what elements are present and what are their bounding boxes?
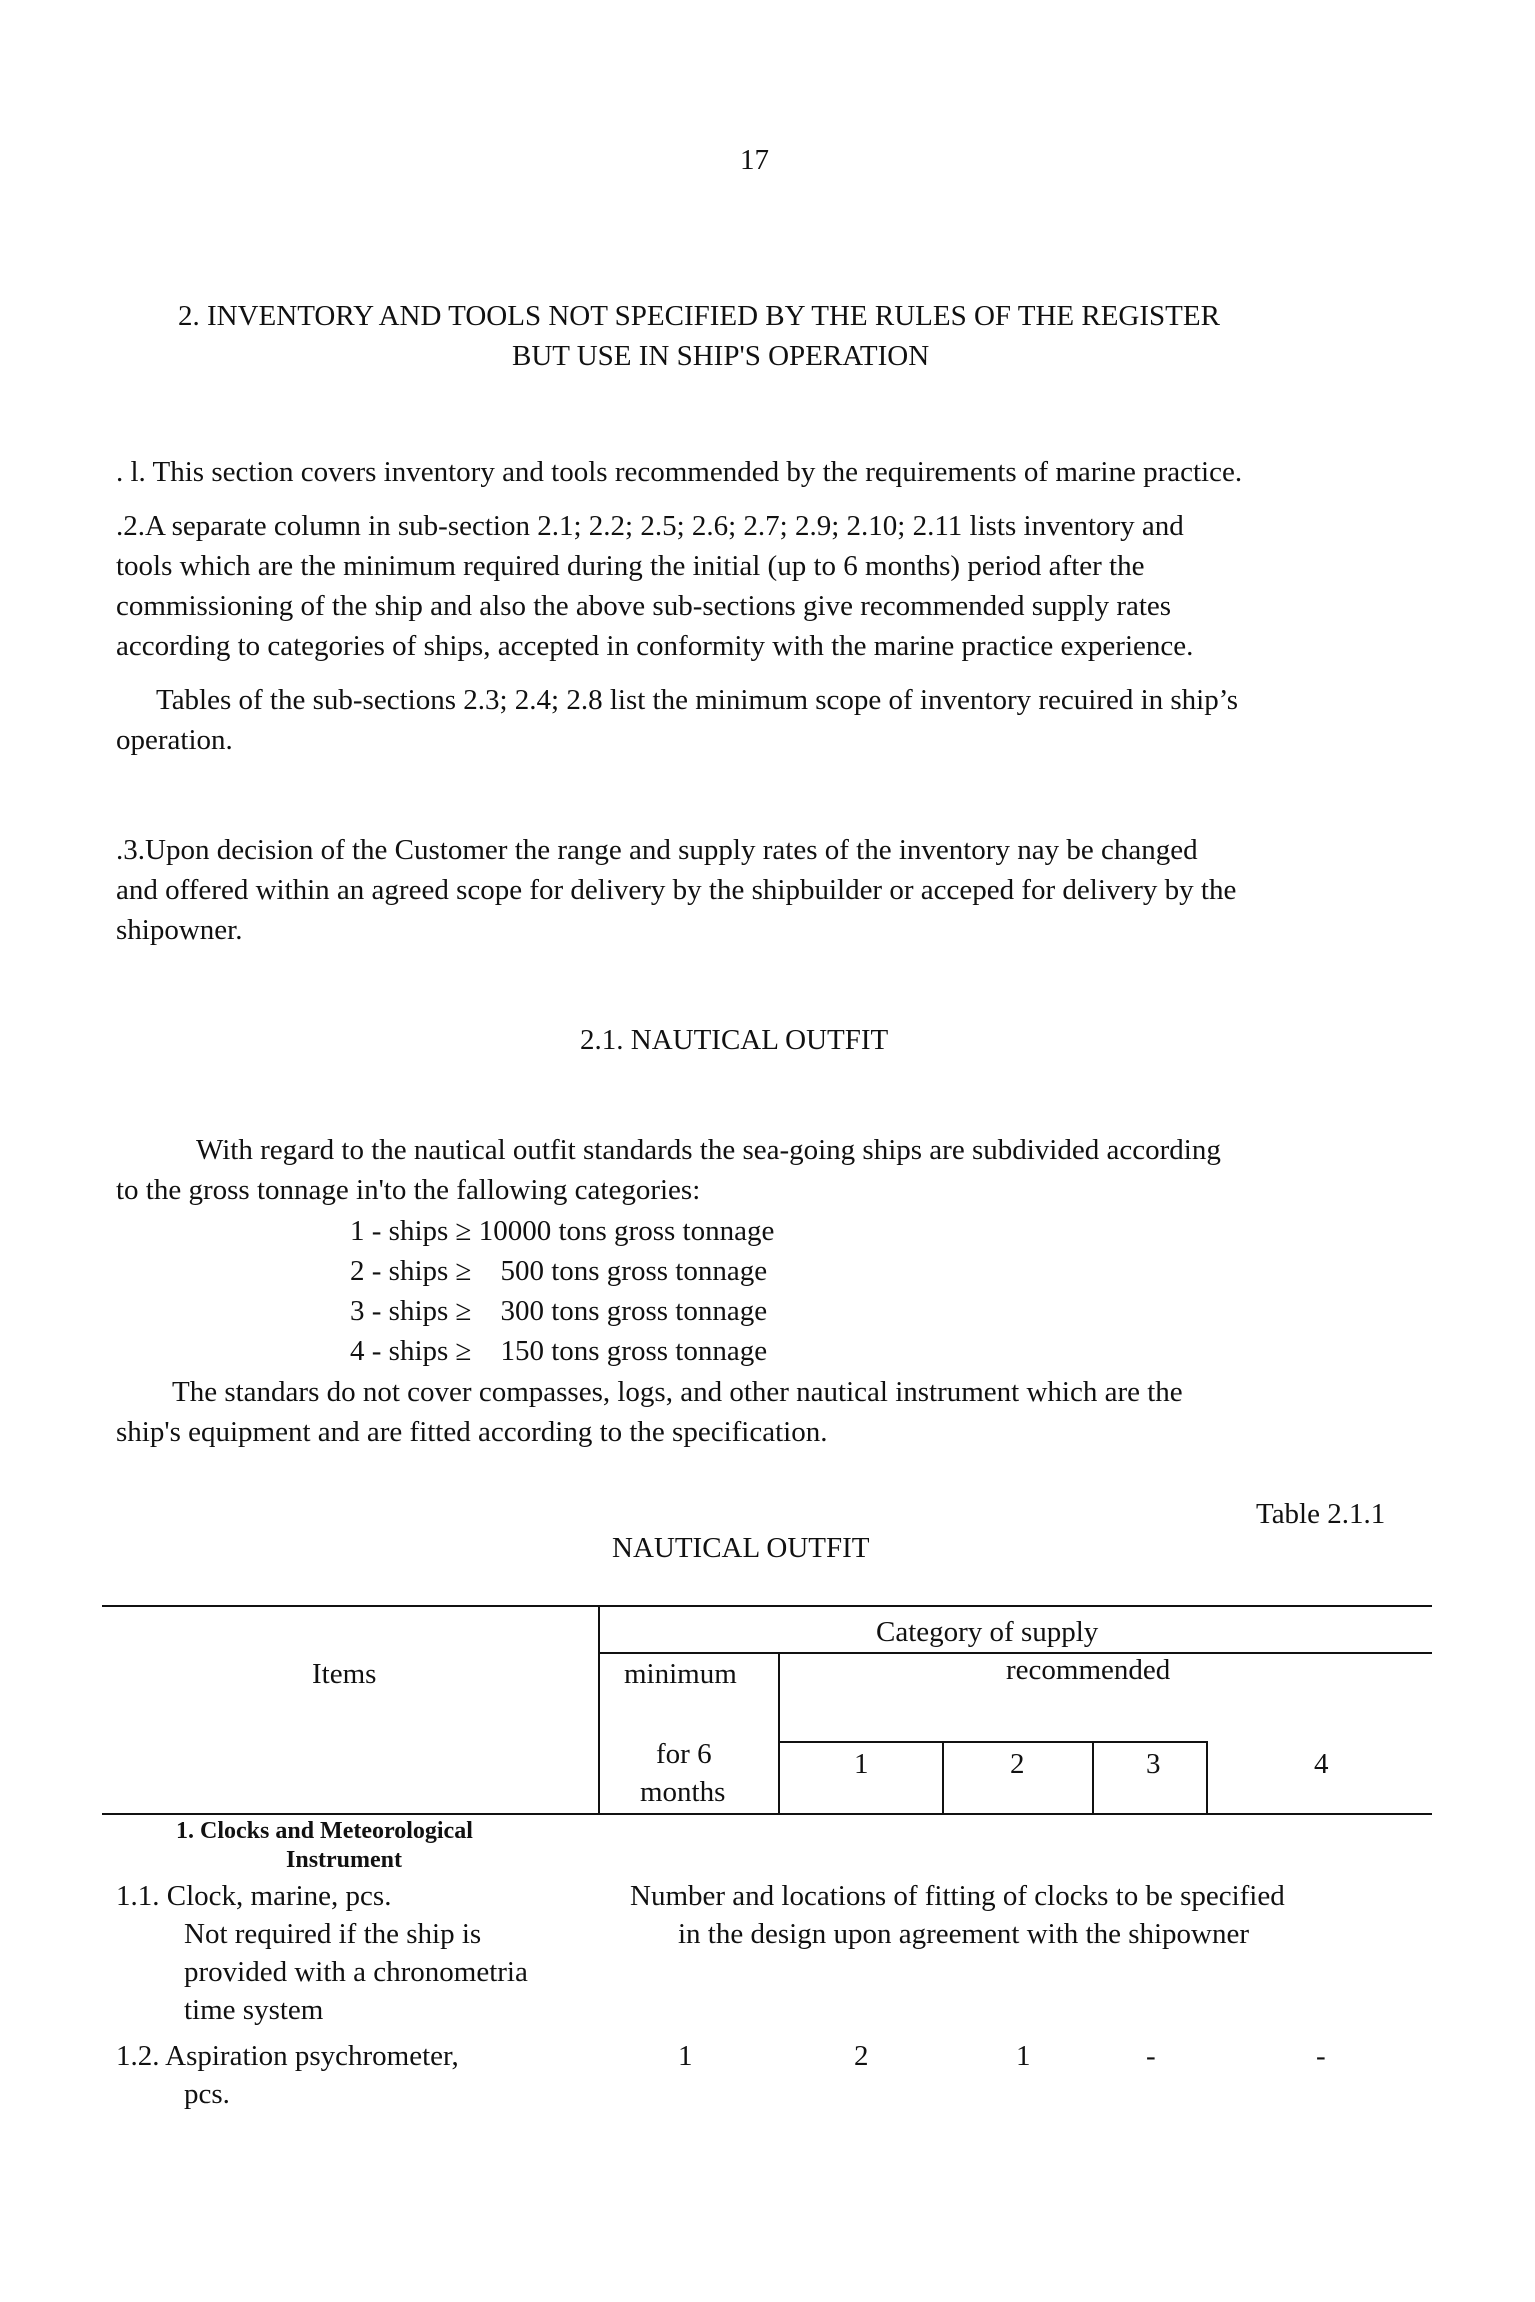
recommended-subheader-rule xyxy=(778,1741,1208,1743)
paragraph-4-line1: .3.Upon decision of the Customer the range and supply rates of the inventory nay be changed xyxy=(116,834,1198,866)
group-title-line1: 1. Clocks and Meteorological xyxy=(176,1818,473,1844)
header-bottom-rule xyxy=(102,1813,1432,1815)
cat3-column-divider xyxy=(1206,1741,1208,1815)
category-item-4: 4 - ships ≥ 150 tons gross tonnage xyxy=(350,1335,768,1367)
header-recommended: recommended xyxy=(1006,1654,1171,1686)
cat1-column-divider xyxy=(942,1741,944,1815)
header-category-of-supply: Category of supply xyxy=(876,1616,1099,1648)
cat2-column-divider xyxy=(1092,1741,1094,1815)
row-1-2-cat-3: - xyxy=(1146,2040,1156,2072)
row-1-1-item-line4: time system xyxy=(184,1994,324,2026)
row-1-2-cat-4: - xyxy=(1316,2040,1326,2072)
row-1-2-cat-2: 1 xyxy=(1016,2040,1031,2072)
paragraph-1: . l. This section covers inventory and tools recommended by the requirements of marine practice. xyxy=(116,456,1243,488)
header-cat-1: 1 xyxy=(854,1748,869,1780)
section-title-line1: 2. INVENTORY AND TOOLS NOT SPECIFIED BY THE RULES OF THE REGISTER xyxy=(178,300,1220,332)
category-item-2: 2 - ships ≥ 500 tons gross tonnage xyxy=(350,1255,768,1287)
header-minimum: minimum xyxy=(624,1658,737,1690)
paragraph-2-line4: according to categories of ships, accepted in conformity with the marine practice experience. xyxy=(116,630,1194,662)
subsection-title: 2.1. NAUTICAL OUTFIT xyxy=(580,1024,889,1056)
standards-note-line2: ship's equipment and are fitted according to the specification. xyxy=(116,1416,828,1448)
header-cat-3: 3 xyxy=(1146,1748,1161,1780)
row-1-1-item-line3: provided with a chronometria xyxy=(184,1956,528,1988)
row-1-2-item-line1: 1.2. Aspiration psychrometer, xyxy=(116,2040,459,2072)
table-top-rule xyxy=(102,1605,1432,1607)
row-1-1-item-line2: Not required if the ship is xyxy=(184,1918,482,1950)
category-item-1: 1 - ships ≥ 10000 tons gross tonnage xyxy=(350,1215,775,1247)
row-1-2-item-line2: pcs. xyxy=(184,2078,230,2110)
row-1-2-minimum: 1 xyxy=(678,2040,693,2072)
paragraph-2-line2: tools which are the minimum required during the initial (up to 6 months) period after the xyxy=(116,550,1145,582)
row-1-1-note-line1: Number and locations of fitting of clocks to be specified xyxy=(630,1880,1285,1912)
row-1-1-note-line2: in the design upon agreement with the shipowner xyxy=(678,1918,1250,1950)
header-for-6: for 6 xyxy=(656,1738,712,1770)
subsection-intro-line2: to the gross tonnage in'to the fallowing categories: xyxy=(116,1174,701,1206)
section-title-line2: BUT USE IN SHIP'S OPERATION xyxy=(512,340,930,372)
header-cat-2: 2 xyxy=(1010,1748,1025,1780)
minimum-column-divider xyxy=(778,1652,780,1815)
paragraph-2-line3: commissioning of the ship and also the above sub-sections give recommended supply rates xyxy=(116,590,1172,622)
header-months: months xyxy=(640,1776,726,1808)
paragraph-3-line1: Tables of the sub-sections 2.3; 2.4; 2.8 list the minimum scope of inventory recuired in ship’s xyxy=(156,684,1239,716)
row-1-1-item-line1: 1.1. Clock, marine, pcs. xyxy=(116,1880,392,1912)
header-items: Items xyxy=(312,1658,377,1690)
page-number: 17 xyxy=(740,144,769,176)
row-1-2-cat-1: 2 xyxy=(854,2040,869,2072)
paragraph-4-line3: shipowner. xyxy=(116,914,243,946)
group-title-line2: Instrument xyxy=(286,1847,403,1873)
header-cat-4: 4 xyxy=(1314,1748,1329,1780)
paragraph-4-line2: and offered within an agreed scope for delivery by the shipbuilder or acceped for delivery by the xyxy=(116,874,1237,906)
paragraph-3-line2: operation. xyxy=(116,724,233,756)
items-column-divider xyxy=(598,1605,600,1815)
category-item-3: 3 - ships ≥ 300 tons gross tonnage xyxy=(350,1295,768,1327)
paragraph-2-line1: .2.A separate column in sub-section 2.1; 2.2; 2.5; 2.6; 2.7; 2.9; 2.10; 2.11 lists inventory and xyxy=(116,510,1184,542)
table-label: Table 2.1.1 xyxy=(1256,1498,1386,1530)
standards-note-line1: The standars do not cover compasses, logs, and other nautical instrument which are the xyxy=(172,1376,1183,1408)
subsection-intro-line1: With regard to the nautical outfit standards the sea-going ships are subdivided according xyxy=(196,1134,1221,1166)
table-title: NAUTICAL OUTFIT xyxy=(612,1532,870,1564)
